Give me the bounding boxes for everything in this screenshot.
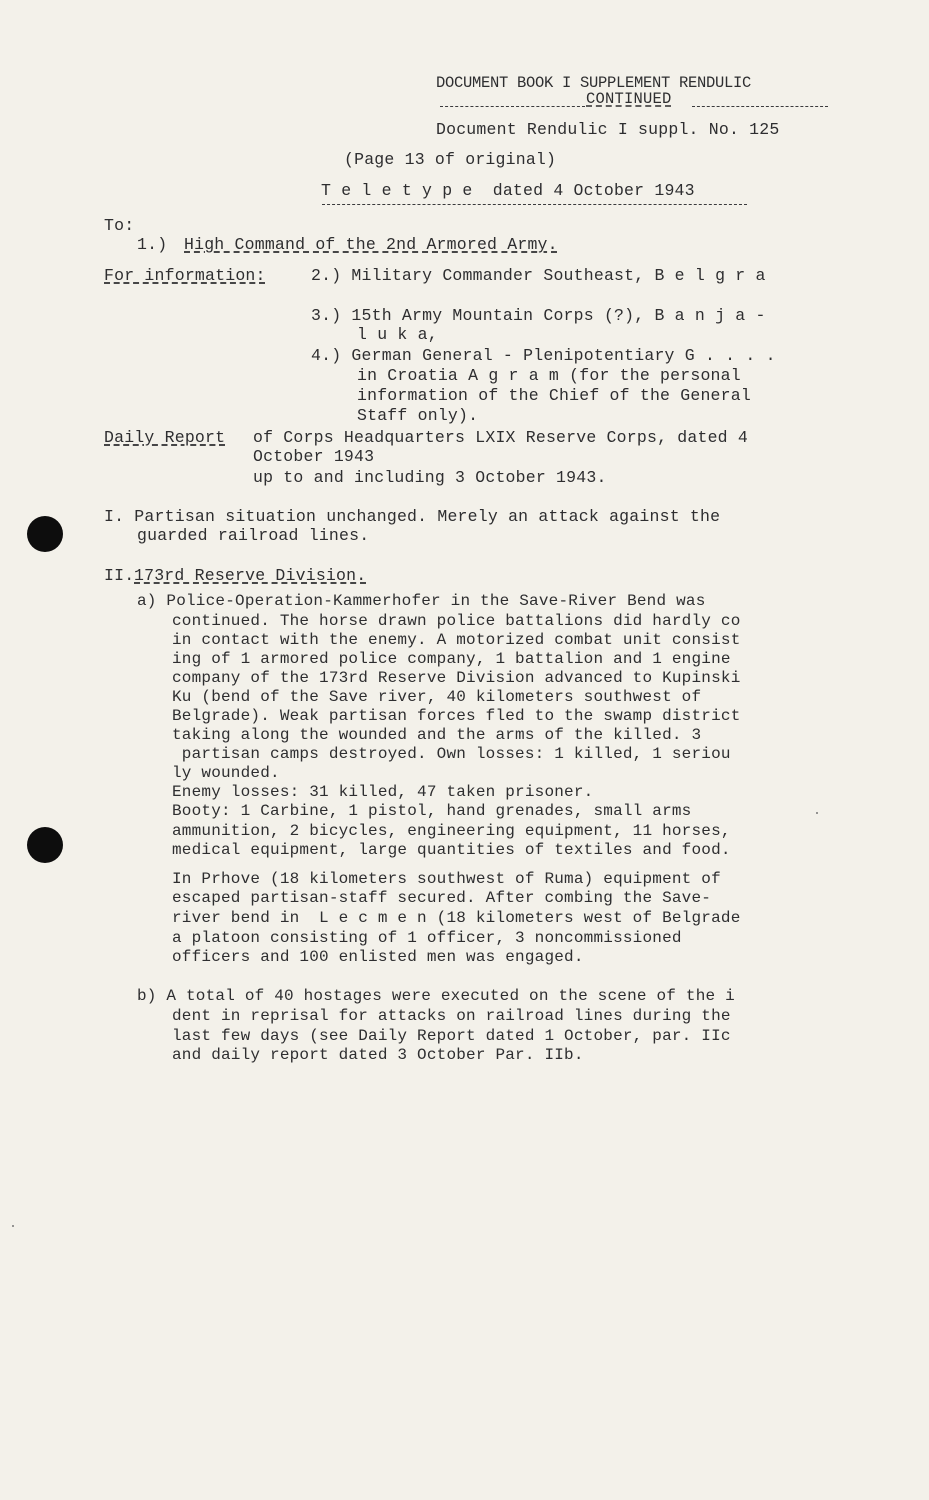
- paragraph-a-line: partisan camps destroyed. Own losses: 1 killed, 1 seriou: [172, 745, 731, 763]
- paragraph-a-line: a) Police-Operation-Kammerhofer in the Save-River Bend was: [137, 592, 706, 610]
- paragraph-a-line: in contact with the enemy. A motorized combat unit consist: [172, 631, 741, 649]
- paragraph-b-line: b) A total of 40 hostages were executed on the scene of the i: [137, 987, 735, 1005]
- paragraph-a-line: Ku (bend of the Save river, 40 kilometers southwest of: [172, 688, 702, 706]
- recipient-3-line-2: l u k a,: [357, 325, 438, 344]
- section-1-line-2: guarded railroad lines.: [137, 526, 370, 545]
- paragraph-a-line: continued. The horse drawn police battalions did hardly co: [172, 612, 741, 630]
- section-2-number: II.: [104, 566, 135, 585]
- for-information-label: For information:: [104, 266, 266, 285]
- daily-report-line-1: of Corps Headquarters LXIX Reserve Corps, dated 4: [253, 428, 748, 447]
- document-reference: Document Rendulic I suppl. No. 125: [436, 120, 780, 139]
- paragraph-a-line: Enemy losses: 31 killed, 47 taken prisoner.: [172, 783, 594, 801]
- recipient-4-line-3: information of the Chief of the General: [357, 386, 751, 405]
- to-label: To:: [104, 216, 135, 235]
- document-book-title: DOCUMENT BOOK I SUPPLEMENT RENDULIC: [436, 74, 752, 92]
- page-reference: (Page 13 of original): [344, 150, 557, 169]
- paragraph-a-line: Booty: 1 Carbine, 1 pistol, hand grenades, small arms: [172, 802, 692, 820]
- paragraph-a-line: Belgrade). Weak partisan forces fled to the swamp district: [172, 707, 741, 725]
- recipient-4-line-4: Staff only).: [357, 406, 479, 425]
- daily-report-line-2: October 1943: [253, 447, 375, 466]
- recipient-4-line-1: 4.) German General - Plenipotentiary G . . . .: [311, 346, 776, 365]
- paragraph-a-line: taking along the wounded and the arms of the killed. 3: [172, 726, 702, 744]
- continued-label: CONTINUED: [586, 90, 672, 108]
- teletype-rule: [322, 204, 747, 205]
- recipient-3-line-1: 3.) 15th Army Mountain Corps (?), B a n j a -: [311, 306, 766, 325]
- paragraph-a-line: ly wounded.: [172, 764, 280, 782]
- recipient-1: High Command of the 2nd Armored Army.: [184, 235, 558, 254]
- paper-speck: [12, 1225, 14, 1227]
- punch-hole: [27, 827, 63, 863]
- section-1-line-1: I. Partisan situation unchanged. Merely an attack against the: [104, 507, 721, 526]
- paragraph-b-line: dent in reprisal for attacks on railroad lines during the: [172, 1007, 731, 1025]
- teletype-heading: T e l e t y p e dated 4 October 1943: [321, 181, 695, 200]
- paragraph-a2-line: In Prhove (18 kilometers southwest of Ruma) equipment of: [172, 870, 721, 888]
- header-rule-right: [692, 106, 828, 107]
- paragraph-a-line: ing of 1 armored police company, 1 battalion and 1 engine: [172, 650, 731, 668]
- punch-hole: [27, 516, 63, 552]
- recipient-4-line-2: in Croatia A g r a m (for the personal: [357, 366, 741, 385]
- header-rule-left: [440, 106, 585, 107]
- paper-speck: [816, 812, 818, 814]
- paragraph-a2-line: officers and 100 enlisted men was engaged.: [172, 948, 584, 966]
- paragraph-a-line: ammunition, 2 bicycles, engineering equipment, 11 horses,: [172, 822, 731, 840]
- paragraph-a2-line: river bend in L e c m e n (18 kilometers west of Belgrade: [172, 909, 741, 927]
- recipient-2: 2.) Military Commander Southeast, B e l g r a: [311, 266, 766, 285]
- paragraph-b-line: and daily report dated 3 October Par. IIb.: [172, 1046, 584, 1064]
- daily-report-label: Daily Report: [104, 428, 226, 447]
- paragraph-b-line: last few days (see Daily Report dated 1 October, par. IIc: [172, 1027, 731, 1045]
- daily-report-line-3: up to and including 3 October 1943.: [253, 468, 607, 487]
- paragraph-a-line: medical equipment, large quantities of textiles and food.: [172, 841, 731, 859]
- recipient-1-number: 1.): [137, 235, 168, 254]
- paragraph-a2-line: escaped partisan-staff secured. After combing the Save-: [172, 889, 712, 907]
- paragraph-a2-line: a platoon consisting of 1 officer, 3 noncommissioned: [172, 929, 682, 947]
- section-2-title: 173rd Reserve Division.: [134, 566, 367, 585]
- paragraph-a-line: company of the 173rd Reserve Division advanced to Kupinski: [172, 669, 741, 687]
